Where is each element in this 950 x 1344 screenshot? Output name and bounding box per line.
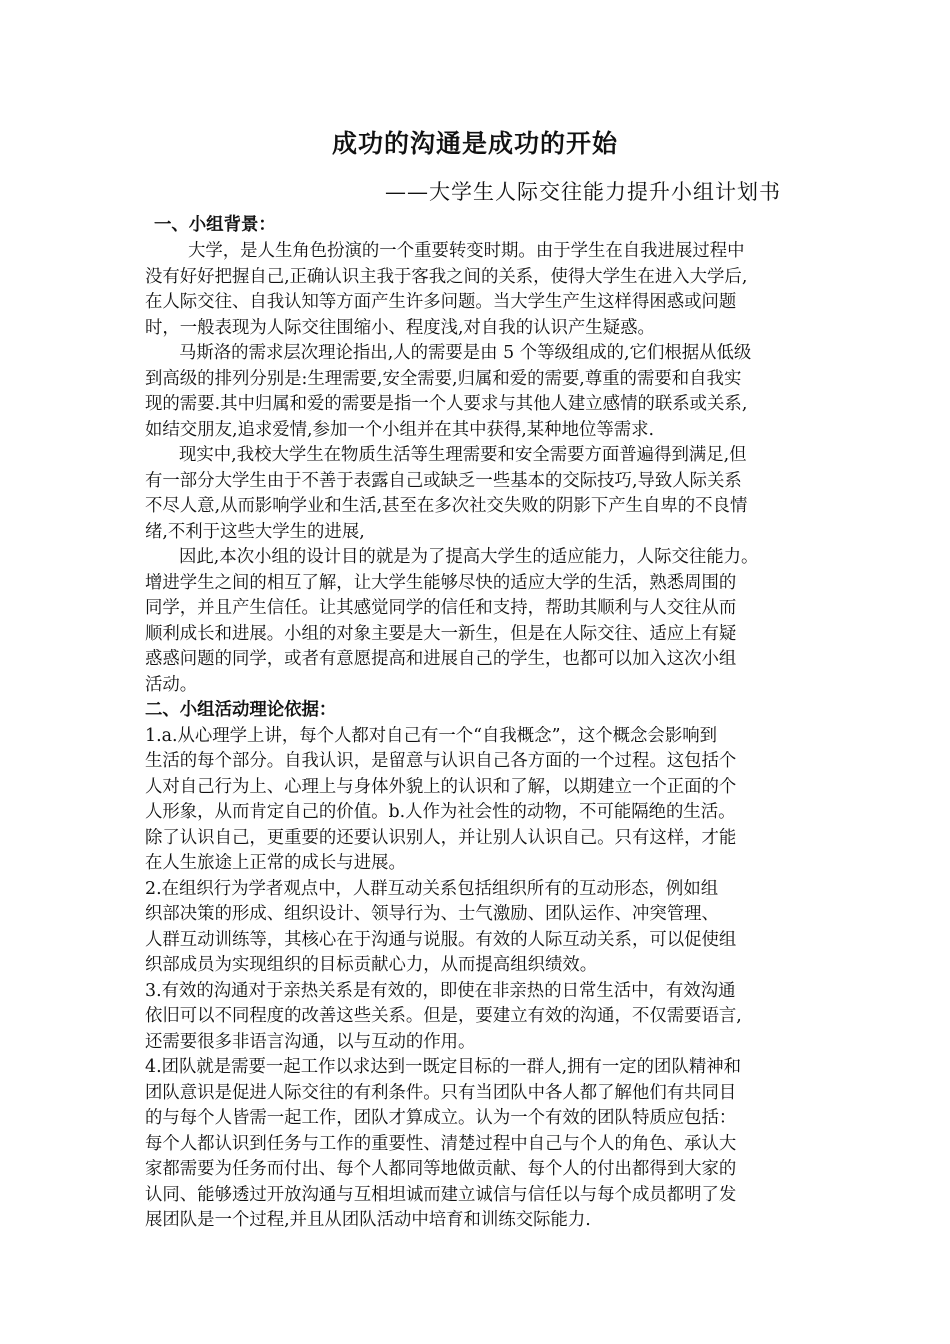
section2-line: 织部决策的形成、组织设计、领导行为、士气激励、团队运作、冲突管理、 [145, 904, 719, 924]
document-title: 成功的沟通是成功的开始 [331, 129, 618, 158]
section2-line: 1.a.从心理学上讲，每个人都对自己有一个“自我概念”，这个概念会影响到 [145, 726, 717, 746]
section1-heading: 一、小组背景： [154, 215, 276, 235]
section2-line: 人形象，从而肯定自己的价值。b.人作为社会性的动物，不可能隔绝的生活。 [145, 802, 736, 822]
section1-line: 惑惑问题的同学，或者有意愿提高和进展自己的学生，也都可以加入这次小组 [145, 649, 737, 669]
section1-line: 同学，并且产生信任。让其感觉同学的信任和支持，帮助其顺利与人交往从而 [145, 598, 737, 618]
section1-line: 不尽人意,从而影响学业和生活,甚至在多次社交失败的阴影下产生自卑的不良情 [145, 496, 748, 516]
section1-line: 有一部分大学生由于不善于表露自己或缺乏一些基本的交际技巧,导致人际关系 [145, 471, 742, 491]
section2-line: 除了认识自己，更重要的还要认识别人，并让别人认识自己。只有这样，才能 [145, 828, 737, 848]
section2-line: 每个人都认识到任务与工作的重要性、清楚过程中自己与个人的角色、承认大 [145, 1134, 737, 1154]
section1-line: 在人际交往、自我认知等方面产生许多问题。当大学生产生这样得困惑或问题 [145, 292, 737, 312]
section1-line: 如结交朋友,追求爱情,参加一个小组并在其中获得,某种地位等需求. [145, 420, 655, 440]
section1-line: 没有好好把握自己,正确认识主我于客我之间的关系，使得大学生在进入大学后, [145, 267, 748, 287]
section2-line: 在人生旅途上正常的成长与进展。 [145, 853, 406, 873]
section1-line: 时，一般表现为人际交往围缩小、程度浅,对自我的认识产生疑惑。 [145, 318, 655, 338]
section2-line: 4.团队就是需要一起工作以求达到一既定目标的一群人,拥有一定的团队精神和 [145, 1057, 742, 1077]
section1-line: 绪,不利于这些大学生的进展, [145, 522, 365, 542]
section1-line: 大学，是人生角色扮演的一个重要转变时期。由于学生在自我进展过程中 [188, 241, 745, 261]
section2-heading: 二、小组活动理论依据： [145, 700, 337, 720]
section2-line: 2.在组织行为学者观点中，人群互动关系包括组织所有的互动形态，例如组 [145, 879, 719, 899]
section2-line: 生活的每个部分。自我认识，是留意与认识自己各方面的一个过程。这包括个 [145, 751, 737, 771]
section1-line: 因此,本次小组的设计目的就是为了提高大学生的适应能力，人际交往能力。 [179, 547, 759, 567]
section1-line: 现实中,我校大学生在物质生活等生理需要和安全需要方面普遍得到满足,但 [179, 445, 747, 465]
document-subtitle: ——大学生人际交往能力提升小组计划书 [385, 180, 781, 204]
section1-line: 增进学生之间的相互了解，让大学生能够尽快的适应大学的生活，熟悉周围的 [145, 573, 737, 593]
section2-line: 织部成员为实现组织的目标贡献心力，从而提高组织绩效。 [145, 955, 598, 975]
section2-line: 还需要很多非语言沟通，以与互动的作用。 [145, 1032, 476, 1052]
section2-line: 展团队是一个过程,并且从团队活动中培育和训练交际能力. [145, 1210, 591, 1230]
section2-line: 的与每个人皆需一起工作，团队才算成立。认为一个有效的团队特质应包括： [145, 1108, 737, 1128]
section1-line: 活动。 [145, 675, 198, 695]
section2-line: 人群互动训练等，其核心在于沟通与说服。有效的人际互动关系，可以促使组 [145, 930, 737, 950]
section2-line: 3.有效的沟通对于亲热关系是有效的，即使在非亲热的日常生活中，有效沟通 [145, 981, 736, 1001]
section2-line: 依旧可以不同程度的改善这些关系。但是，要建立有效的沟通，不仅需要语言, [145, 1006, 742, 1026]
section2-line: 认同、能够透过开放沟通与互相坦诚而建立诚信与信任以与每个成员都明了发 [145, 1185, 737, 1205]
section1-line: 现的需要.其中归属和爱的需要是指一个人要求与其他人建立感情的联系或关系, [145, 394, 748, 414]
section1-line: 马斯洛的需求层次理论指出,人的需要是由 5 个等级组成的,它们根据从低级 [179, 343, 752, 363]
section2-line: 家都需要为任务而付出、每个人都同等地做贡献、每个人的付出都得到大家的 [145, 1159, 737, 1179]
section1-line: 顺利成长和进展。小组的对象主要是大一新生，但是在人际交往、适应上有疑 [145, 624, 737, 644]
section2-line: 团队意识是促进人际交往的有利条件。只有当团队中各人都了解他们有共同目 [145, 1083, 737, 1103]
section2-line: 人对自己行为上、心理上与身体外貌上的认识和了解，以期建立一个正面的个 [145, 777, 737, 797]
section1-line: 到高级的排列分别是:生理需要,安全需要,归属和爱的需要,尊重的需要和自我实 [145, 369, 742, 389]
